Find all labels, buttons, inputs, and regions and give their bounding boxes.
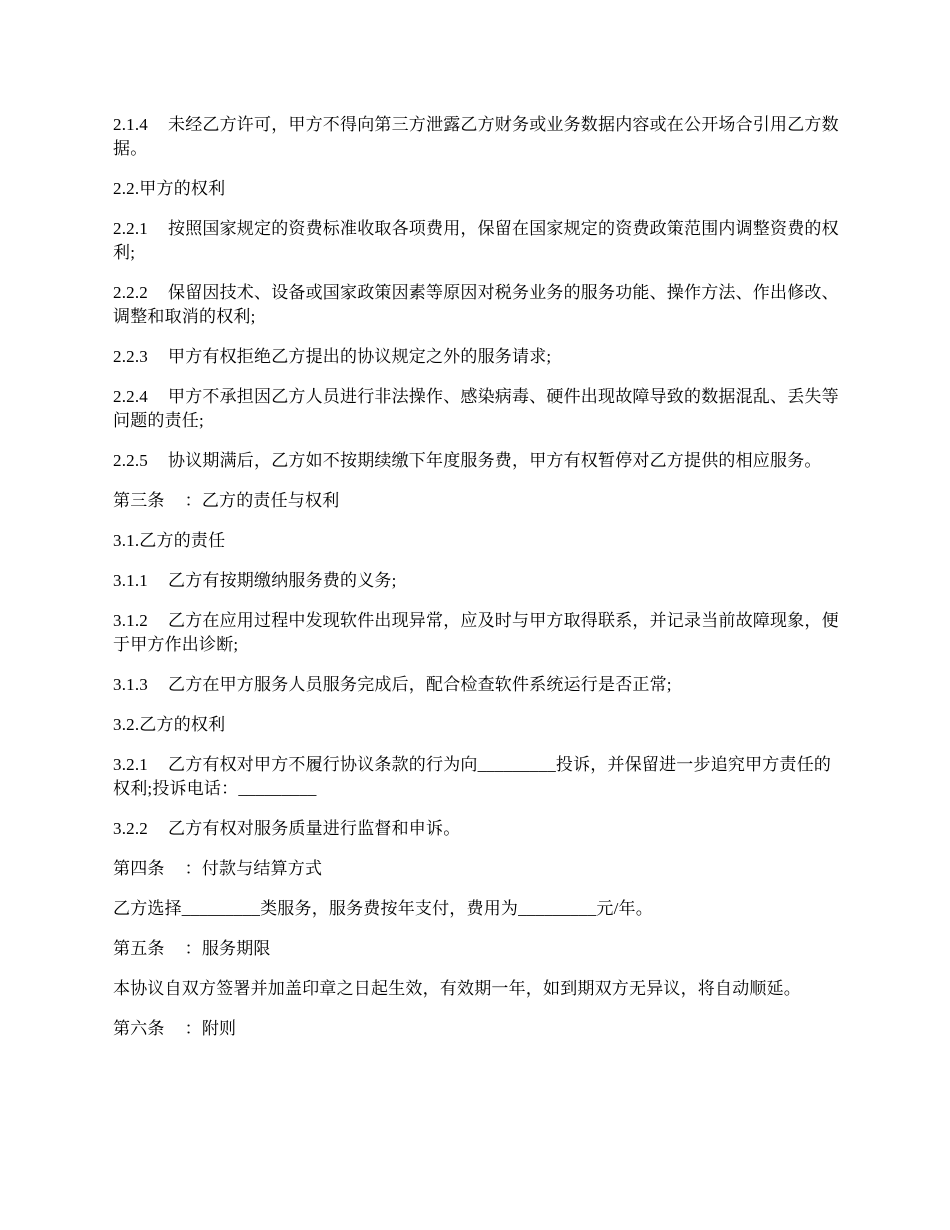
- clause-3-1-1: [113, 569, 843, 593]
- clause-text: 保留因技术、设备或国家政策因素等原因对税务业务的服务功能、操作方法、作出修改、调整和取消的权利;: [113, 283, 839, 326]
- article-separator: ：: [184, 1019, 202, 1038]
- article-separator: ：: [184, 491, 202, 510]
- service-term-text: 本协议自双方签署并加盖印章之日起生效，有效期一年，如到期双方无异议，将自动顺延。: [113, 979, 801, 998]
- article-heading-5: [113, 937, 843, 961]
- clause-3-2-1: [113, 753, 843, 801]
- clause-2-2-1: [113, 217, 843, 265]
- payment-terms: [113, 897, 843, 921]
- clause-text: 未经乙方许可，甲方不得向第三方泄露乙方财务或业务数据内容或在公开场合引用乙方数据。: [113, 115, 839, 158]
- section-heading-text: 3.1.乙方的责任: [113, 531, 226, 550]
- section-heading-3-1: [113, 529, 843, 553]
- clause-text: 按照国家规定的资费标准收取各项费用，保留在国家规定的资费政策范围内调整资费的权利;: [113, 219, 839, 262]
- clause-2-2-5: [113, 449, 843, 473]
- article-separator: ：: [184, 859, 202, 878]
- clause-number: 2.2.2: [113, 283, 148, 302]
- clause-text: 乙方有按期缴纳服务费的义务;: [168, 571, 397, 590]
- clause-3-1-2: [113, 609, 843, 657]
- clause-number: 2.2.4: [113, 387, 148, 406]
- article-number: 第六条: [113, 1019, 165, 1038]
- clause-text: 甲方有权拒绝乙方提出的协议规定之外的服务请求;: [168, 347, 552, 366]
- service-term: [113, 977, 843, 1001]
- clause-number: 2.2.5: [113, 451, 148, 470]
- clause-number: 3.1.2: [113, 611, 148, 630]
- article-separator: ：: [184, 939, 202, 958]
- payment-terms-text: 乙方选择_________类服务，服务费按年支付，费用为_________元/年。: [113, 899, 653, 918]
- clause-number: 3.2.1: [113, 755, 148, 774]
- clause-text: 乙方在应用过程中发现软件出现异常，应及时与甲方取得联系，并记录当前故障现象，便于甲方作出诊断;: [113, 611, 839, 654]
- clause-2-2-2: [113, 281, 843, 329]
- clause-text: 乙方有权对甲方不履行协议条款的行为向_________投诉，并保留进一步追究甲方责任的权利;投诉电话：_________: [113, 755, 832, 798]
- article-title: 服务期限: [201, 939, 271, 958]
- article-heading-4: [113, 857, 843, 881]
- clause-number: 3.2.2: [113, 819, 148, 838]
- article-number: 第五条: [113, 939, 165, 958]
- clause-2-1-4: [113, 113, 843, 161]
- clause-text: 甲方不承担因乙方人员进行非法操作、感染病毒、硬件出现故障导致的数据混乱、丢失等问题的责任;: [113, 387, 839, 430]
- section-heading-3-2: [113, 713, 843, 737]
- clause-3-1-3: [113, 673, 843, 697]
- section-heading-text: 3.2.乙方的权利: [113, 715, 226, 734]
- clause-number: 2.2.3: [113, 347, 148, 366]
- clause-2-2-3: [113, 345, 843, 369]
- article-title: 付款与结算方式: [201, 859, 323, 878]
- clause-3-2-2: [113, 817, 843, 841]
- clause-number: 3.1.1: [113, 571, 148, 590]
- document-body: [113, 113, 843, 1057]
- clause-text: 乙方有权对服务质量进行监督和申诉。: [168, 819, 461, 838]
- section-heading-text: 2.2.甲方的权利: [113, 179, 226, 198]
- clause-text: 协议期满后，乙方如不按期续缴下年度服务费，甲方有权暂停对乙方提供的相应服务。: [168, 451, 822, 470]
- clause-number: 2.1.4: [113, 115, 148, 134]
- clause-number: 3.1.3: [113, 675, 148, 694]
- clause-text: 乙方在甲方服务人员服务完成后，配合检查软件系统运行是否正常;: [168, 675, 672, 694]
- article-heading-6: [113, 1017, 843, 1041]
- article-title: 附则: [201, 1019, 237, 1038]
- article-number: 第四条: [113, 859, 165, 878]
- section-heading-2-2: [113, 177, 843, 201]
- clause-number: 2.2.1: [113, 219, 148, 238]
- article-heading-3: [113, 489, 843, 513]
- clause-2-2-4: [113, 385, 843, 433]
- article-title: 乙方的责任与权利: [201, 491, 340, 510]
- article-number: 第三条: [113, 491, 165, 510]
